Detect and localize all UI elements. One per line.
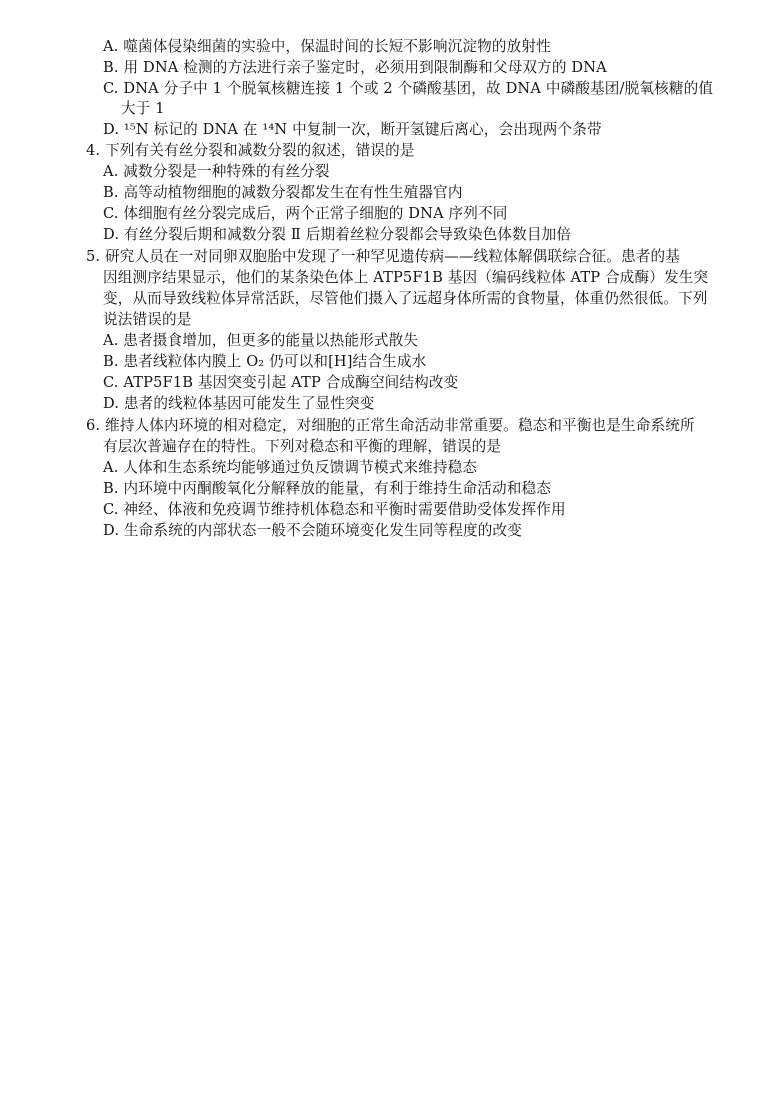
q4-option-d: D. 有丝分裂后期和减数分裂 Ⅱ 后期着丝粒分裂都会导致染色体数目加倍 — [103, 226, 572, 243]
q5-option-b: B. 患者线粒体内膜上 O₂ 仍可以和[H]结合生成水 — [103, 353, 427, 370]
q5-option-d: D. 患者的线粒体基因可能发生了显性突变 — [103, 395, 375, 412]
q6-option-b: B. 内环境中丙酮酸氧化分解释放的能量，有利于维持生命活动和稳态 — [103, 480, 552, 497]
q5-stem-line1: 5. 研究人员在一对同卵双胞胎中发现了一种罕见遗传病——线粒体解偶联综合征。患者的基 — [86, 248, 681, 265]
q4-stem: 4. 下列有关有丝分裂和减数分裂的叙述，错误的是 — [86, 142, 415, 159]
q3-option-c: C. DNA 分子中 1 个脱氧核糖连接 1 个或 2 个磷酸基团，故 DNA 中磷酸基团/脱氧核糖的值 — [103, 80, 714, 97]
q6-option-d: D. 生命系统的内部状态一般不会随环境变化发生同等程度的改变 — [103, 522, 522, 539]
q5-stem-line2: 因组测序结果显示，他们的某条染色体上 ATP5F1B 基因（编码线粒体 ATP 合成酶）发生突 — [103, 269, 709, 286]
q6-stem-line1: 6. 维持人体内环境的相对稳定，对细胞的正常生命活动非常重要。稳态和平衡也是生命系统所 — [86, 417, 695, 434]
q3-option-a: A. 噬菌体侵染细菌的实验中，保温时间的长短不影响沉淀物的放射性 — [103, 38, 551, 55]
q5-stem-line4: 说法错误的是 — [103, 311, 192, 328]
q3-option-d: D. ¹⁵N 标记的 DNA 在 ¹⁴N 中复制一次，断开氢键后离心，会出现两个条带 — [103, 121, 602, 138]
q5-stem-line3: 变，从而导致线粒体异常活跃，尽管他们摄入了远超身体所需的食物量，体重仍然很低。下列 — [103, 290, 708, 307]
q5-option-c: C. ATP5F1B 基因突变引起 ATP 合成酶空间结构改变 — [103, 374, 459, 391]
q3-option-b: B. 用 DNA 检测的方法进行亲子鉴定时，必须用到限制酶和父母双方的 DNA — [103, 59, 607, 76]
q5-option-a: A. 患者摄食增加，但更多的能量以热能形式散失 — [103, 332, 419, 349]
q4-option-b: B. 高等动植物细胞的减数分裂都发生在有性生殖器官内 — [103, 184, 463, 201]
q4-option-c: C. 体细胞有丝分裂完成后，两个正常子细胞的 DNA 序列不同 — [103, 205, 508, 222]
q3-option-c-cont: 大于 1 — [121, 100, 165, 117]
q6-option-c: C. 神经、体液和免疫调节维持机体稳态和平衡时需要借助受体发挥作用 — [103, 501, 566, 518]
q6-option-a: A. 人体和生态系统均能够通过负反馈调节模式来维持稳态 — [103, 459, 478, 476]
q6-stem-line2: 有层次普遍存在的特性。下列对稳态和平衡的理解，错误的是 — [103, 438, 502, 455]
q4-option-a: A. 减数分裂是一种特殊的有丝分裂 — [103, 163, 330, 180]
